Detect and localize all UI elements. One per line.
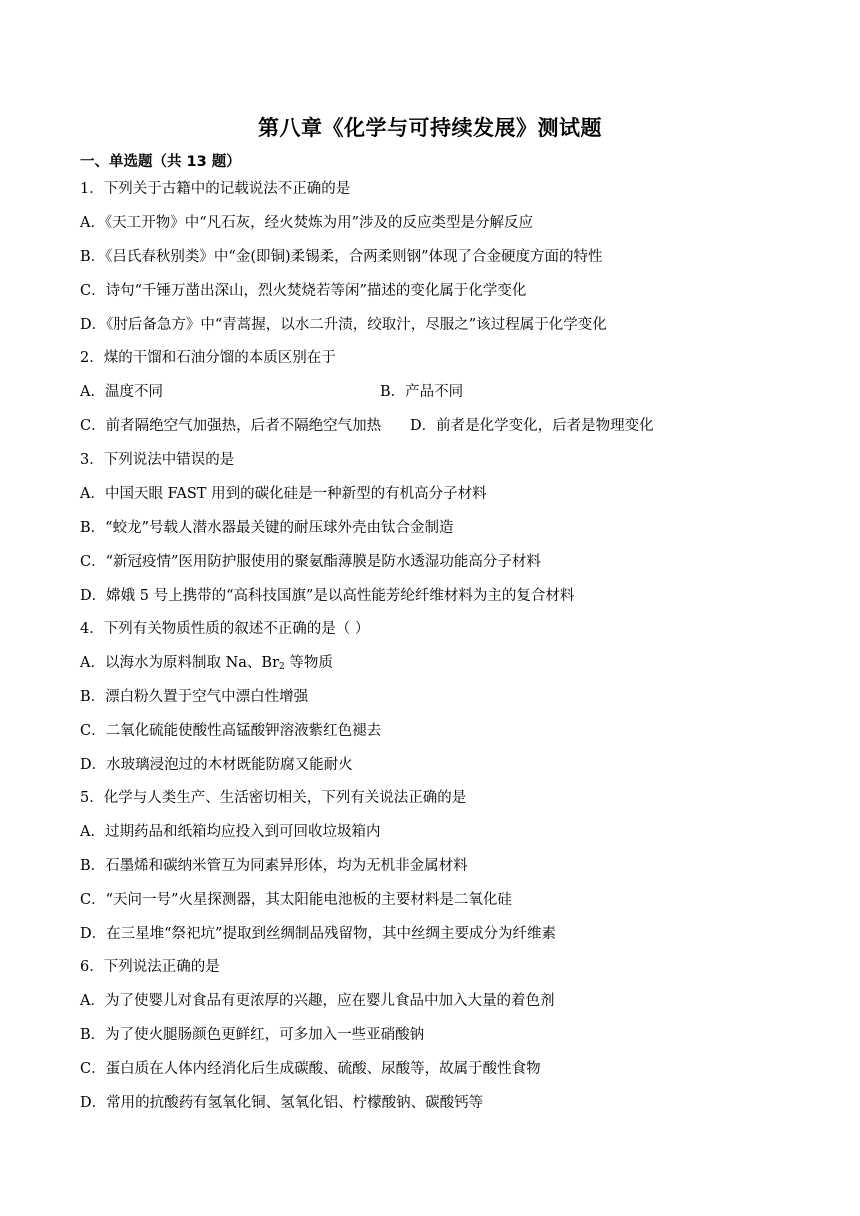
question-5-option-c: C．“天问一号”火星探测器，其太阳能电池板的主要材料是二氧化硅 xyxy=(80,892,512,908)
question-3-option-b: B．“蛟龙”号载人潜水器最关键的耐压球外壳由钛合金制造 xyxy=(80,520,454,536)
question-4-option-c: C．二氧化硫能使酸性高锰酸钾溶液紫红色褪去 xyxy=(80,723,382,739)
question-3-stem: 3．下列说法中错误的是 xyxy=(80,452,235,468)
question-1-stem: 1．下列关于古籍中的记载说法不正确的是 xyxy=(80,181,351,197)
question-5-option-a: A．过期药品和纸箱均应投入到可回收垃圾箱内 xyxy=(80,824,381,840)
question-4-option-a-suffix: 等物质 xyxy=(284,655,333,671)
question-5-stem: 5．化学与人类生产、生活密切相关，下列有关说法正确的是 xyxy=(80,790,467,806)
question-1-option-c: C．诗句“千锤万凿出深山，烈火焚烧若等闲”描述的变化属于化学变化 xyxy=(80,283,527,299)
question-6-option-a: A．为了使婴儿对食品有更浓厚的兴趣，应在婴儿食品中加入大量的着色剂 xyxy=(80,993,555,1009)
question-6-option-b: B．为了使火腿肠颜色更鲜红，可多加入一些亚硝酸钠 xyxy=(80,1027,425,1043)
question-5-option-b: B．石墨烯和碳纳米管互为同素异形体，均为无机非金属材料 xyxy=(80,858,468,874)
question-3-option-a: A．中国天眼 FAST 用到的碳化硅是一种新型的有机高分子材料 xyxy=(80,486,487,502)
question-1-option-b: B．《吕氏春秋别类》中“金(即铜)柔锡柔，合两柔则钢”体现了合金硬度方面的特性 xyxy=(80,249,603,265)
question-6-option-d: D．常用的抗酸药有氢氧化铜、氢氧化铝、柠檬酸钠、碳酸钙等 xyxy=(80,1095,484,1111)
question-4-option-a-text: A．以海水为原料制取 Na、Br xyxy=(80,655,279,671)
question-2-option-d: D．前者是化学变化，后者是物理变化 xyxy=(410,418,654,434)
question-4-option-a-subscript: 2 xyxy=(279,662,285,672)
section-heading: 一、单选题（共 13 题） xyxy=(80,154,241,170)
question-4-option-a xyxy=(80,654,333,676)
question-4-option-b: B．漂白粉久置于空气中漂白性增强 xyxy=(80,689,309,705)
question-6-option-c: C．蛋白质在人体内经消化后生成碳酸、硫酸、尿酸等，故属于酸性食物 xyxy=(80,1061,541,1077)
question-2-option-a: A．温度不同 xyxy=(80,384,163,400)
question-6-stem: 6．下列说法正确的是 xyxy=(80,959,220,975)
question-3-option-d: D．嫦娥 5 号上携带的“高科技国旗”是以高性能芳纶纤维材料为主的复合材料 xyxy=(80,588,575,604)
question-2-options-row-2 xyxy=(80,417,654,435)
question-2-option-c: C．前者隔绝空气加强热，后者不隔绝空气加热 xyxy=(80,418,382,434)
question-4-stem: 4．下列有关物质性质的叙述不正确的是（ ） xyxy=(80,621,370,637)
question-1-option-a: A．《天工开物》中“凡石灰，经火焚炼为用”涉及的反应类型是分解反应 xyxy=(80,215,534,231)
question-4-option-d: D．水玻璃浸泡过的木材既能防腐又能耐火 xyxy=(80,757,353,773)
question-2-stem: 2．煤的干馏和石油分馏的本质区别在于 xyxy=(80,350,336,366)
question-2-options-row-1 xyxy=(80,383,464,401)
question-5-option-d: D．在三星堆“祭祀坑”提取到丝绸制品残留物，其中丝绸主要成分为纤维素 xyxy=(80,926,556,942)
question-2-option-b: B．产品不同 xyxy=(380,384,464,400)
document-title: 第八章《化学与可持续发展》测试题 xyxy=(258,116,602,140)
question-3-option-c: C．“新冠疫情”医用防护服使用的聚氨酯薄膜是防水透湿功能高分子材料 xyxy=(80,554,541,570)
question-1-option-d: D．《肘后备急方》中“青蒿握，以水二升渍，绞取汁，尽服之”该过程属于化学变化 xyxy=(80,317,607,333)
